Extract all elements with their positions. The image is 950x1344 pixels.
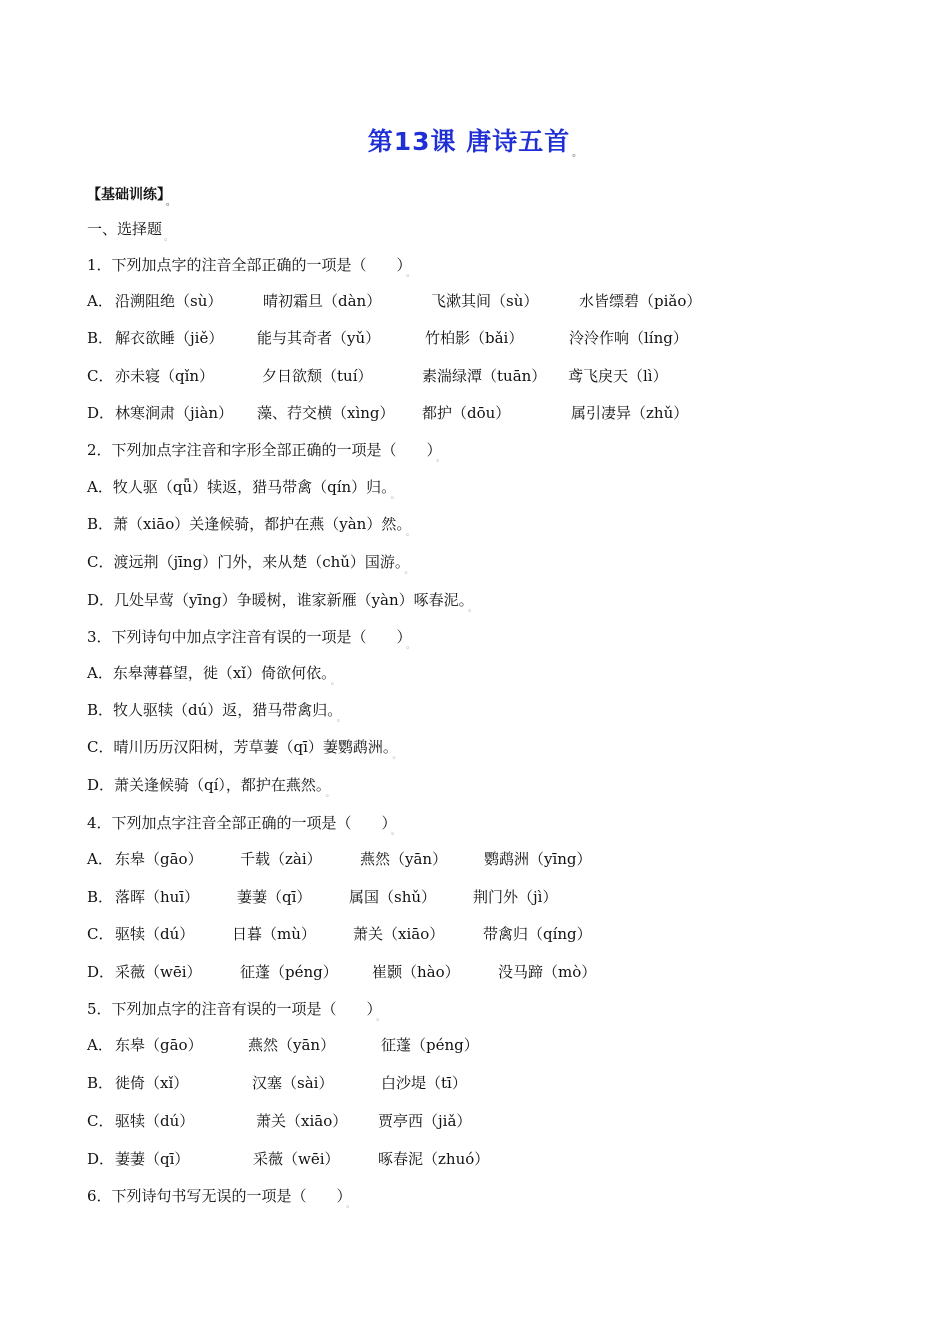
option-label: C． xyxy=(87,367,114,385)
option-item: 水皆缥碧（piǎo） xyxy=(579,292,702,310)
option-item: 晴初霜旦（dàn） xyxy=(263,292,382,310)
paragraph-mark: 。 xyxy=(406,641,416,651)
option-item: 晴川历历汉阳树，芳草萋（qī）萋鹦鹉洲。 xyxy=(113,738,391,756)
option-row xyxy=(87,960,887,984)
option-item: 采薇（wēi） xyxy=(253,1150,340,1168)
option-item: 解衣欲睡（jiě） xyxy=(115,329,224,347)
option-item: 没马蹄（mò） xyxy=(498,963,597,981)
title-text: 第13课 唐诗五首 xyxy=(367,127,571,156)
option-label: A． xyxy=(87,850,113,868)
option-row xyxy=(87,1071,887,1095)
section-heading-text: 【基础训练】 xyxy=(87,187,164,203)
option-row xyxy=(87,773,334,797)
option-item: 千载（zài） xyxy=(240,850,322,868)
option-item: 落晖（huī） xyxy=(115,888,200,906)
option-item: 鹦鹉洲（yīng） xyxy=(484,850,592,868)
question-stem xyxy=(87,811,400,835)
page-title xyxy=(0,122,950,159)
option-item: 渡远荆（jīng）门外，来从楚（chǔ）国游。 xyxy=(113,553,403,571)
option-label: A． xyxy=(87,1036,113,1054)
option-label: A． xyxy=(87,292,113,310)
option-item: 萧关（xiāo） xyxy=(256,1112,348,1130)
option-label: A． xyxy=(87,478,113,496)
option-item: 征蓬（péng） xyxy=(240,963,338,981)
option-item: 属引凄异（zhǔ） xyxy=(571,404,689,422)
option-item: 带禽归（qíng） xyxy=(483,925,592,943)
option-item: 鸢飞戾天（lì） xyxy=(568,367,668,385)
paragraph-mark: 。 xyxy=(392,751,402,761)
option-row xyxy=(87,885,887,909)
option-label: B． xyxy=(87,888,114,906)
option-item: 泠泠作响（líng） xyxy=(569,329,688,347)
paragraph-mark: 。 xyxy=(166,198,176,208)
option-row xyxy=(87,1109,887,1133)
paragraph-mark: 。 xyxy=(346,1200,356,1210)
option-item: 牧人驱（qǖ）犊返，猎马带禽（qín）归。 xyxy=(112,478,389,496)
question-stem-text: 1．下列加点字的注音全部正确的一项是（ ） xyxy=(87,256,405,274)
paragraph-mark: 。 xyxy=(405,528,415,538)
option-item: 东皋（gāo） xyxy=(115,850,203,868)
option-label: D． xyxy=(87,404,115,422)
option-item: 汉塞（sài） xyxy=(252,1074,334,1092)
option-item: 东皋薄暮望，徙（xǐ）倚欲何依。 xyxy=(112,664,329,682)
option-item: 萋萋（qī） xyxy=(115,1150,190,1168)
option-row xyxy=(87,698,346,722)
option-row xyxy=(87,661,340,685)
option-label: C． xyxy=(87,553,114,571)
paragraph-mark: 。 xyxy=(390,491,400,501)
part-heading xyxy=(87,217,173,241)
option-label: A． xyxy=(87,664,113,682)
option-row xyxy=(87,1033,887,1057)
option-row xyxy=(87,289,887,313)
question-stem xyxy=(87,625,415,649)
paragraph-mark: 。 xyxy=(436,454,446,464)
option-item: 牧人驱犊（dú）返，猎马带禽归。 xyxy=(113,701,335,719)
option-item: 都护（dōu） xyxy=(422,404,511,422)
option-row xyxy=(87,475,400,499)
question-stem-text: 4．下列加点字注音全部正确的一项是（ ） xyxy=(87,814,390,832)
paragraph-mark: 。 xyxy=(325,789,335,799)
section-heading xyxy=(87,183,175,207)
option-item: 采薇（wēi） xyxy=(115,963,202,981)
option-item: 啄春泥（zhuó） xyxy=(378,1150,490,1168)
option-label: B． xyxy=(87,1074,114,1092)
option-row xyxy=(87,364,887,388)
option-label: D． xyxy=(87,963,115,981)
paragraph-mark: 。 xyxy=(391,827,401,837)
option-item: 燕然（yān） xyxy=(360,850,448,868)
option-row xyxy=(87,401,887,425)
option-item: 竹柏影（bǎi） xyxy=(425,329,524,347)
option-row xyxy=(87,735,401,759)
option-item: 飞漱其间（sù） xyxy=(431,292,539,310)
option-label: D． xyxy=(87,776,115,794)
option-item: 素湍绿潭（tuān） xyxy=(422,367,547,385)
option-item: 荆门外（jì） xyxy=(473,888,558,906)
option-item: 驱犊（dú） xyxy=(115,925,195,943)
option-item: 燕然（yān） xyxy=(248,1036,336,1054)
option-item: 藻、荇交横（xìng） xyxy=(257,404,395,422)
option-row xyxy=(87,1147,887,1171)
option-item: 驱犊（dú） xyxy=(115,1112,195,1130)
question-stem xyxy=(87,1184,355,1208)
option-label: D． xyxy=(87,1150,115,1168)
option-item: 萧关逢候骑（qí），都护在燕然。 xyxy=(114,776,324,794)
option-item: 几处早莺（yīng）争暖树，谁家新雁（yàn）啄春泥。 xyxy=(114,591,467,609)
option-row xyxy=(87,550,413,574)
option-item: 东皋（gāo） xyxy=(115,1036,203,1054)
option-row xyxy=(87,847,887,871)
question-stem xyxy=(87,438,445,462)
paragraph-mark: 。 xyxy=(330,677,340,687)
paragraph-mark: 。 xyxy=(164,233,174,243)
option-item: 沿溯阻绝（sù） xyxy=(115,292,223,310)
paragraph-mark: 。 xyxy=(404,566,414,576)
question-stem xyxy=(87,253,415,277)
paragraph-mark: 。 xyxy=(572,149,583,159)
option-label: C． xyxy=(87,925,114,943)
paragraph-mark: 。 xyxy=(336,714,346,724)
option-label: B． xyxy=(87,329,114,347)
paragraph-mark: 。 xyxy=(406,269,416,279)
option-row xyxy=(87,512,415,536)
option-item: 萧（xiāo）关逢候骑，都护在燕（yàn）然。 xyxy=(113,515,404,533)
option-label: C． xyxy=(87,738,114,756)
option-label: D． xyxy=(87,591,115,609)
option-item: 能与其奇者（yǔ） xyxy=(257,329,381,347)
option-row xyxy=(87,588,477,612)
option-item: 白沙堤（tī） xyxy=(381,1074,467,1092)
option-item: 贾亭西（jiǎ） xyxy=(378,1112,472,1130)
option-item: 萧关（xiāo） xyxy=(353,925,445,943)
option-row xyxy=(87,326,887,350)
question-stem xyxy=(87,997,385,1021)
part-heading-text: 一、选择题 xyxy=(87,220,163,238)
option-row xyxy=(87,922,887,946)
question-stem-text: 6．下列诗句书写无误的一项是（ ） xyxy=(87,1187,345,1205)
option-item: 征蓬（péng） xyxy=(381,1036,479,1054)
option-item: 日暮（mù） xyxy=(232,925,316,943)
option-item: 徙倚（xǐ） xyxy=(115,1074,189,1092)
option-item: 崔颢（hào） xyxy=(372,963,460,981)
question-stem-text: 5．下列加点字的注音有误的一项是（ ） xyxy=(87,1000,375,1018)
option-label: B． xyxy=(87,515,114,533)
option-item: 夕日欲颓（tuí） xyxy=(262,367,373,385)
option-label: B． xyxy=(87,701,114,719)
option-item: 萋萋（qī） xyxy=(237,888,312,906)
paragraph-mark: 。 xyxy=(376,1013,386,1023)
question-stem-text: 2．下列加点字注音和字形全部正确的一项是（ ） xyxy=(87,441,435,459)
option-item: 林寒涧肃（jiàn） xyxy=(115,404,234,422)
question-stem-text: 3．下列诗句中加点字注音有误的一项是（ ） xyxy=(87,628,405,646)
paragraph-mark: 。 xyxy=(468,604,478,614)
option-item: 属国（shǔ） xyxy=(349,888,437,906)
option-label: C． xyxy=(87,1112,114,1130)
option-item: 亦未寝（qǐn） xyxy=(115,367,215,385)
